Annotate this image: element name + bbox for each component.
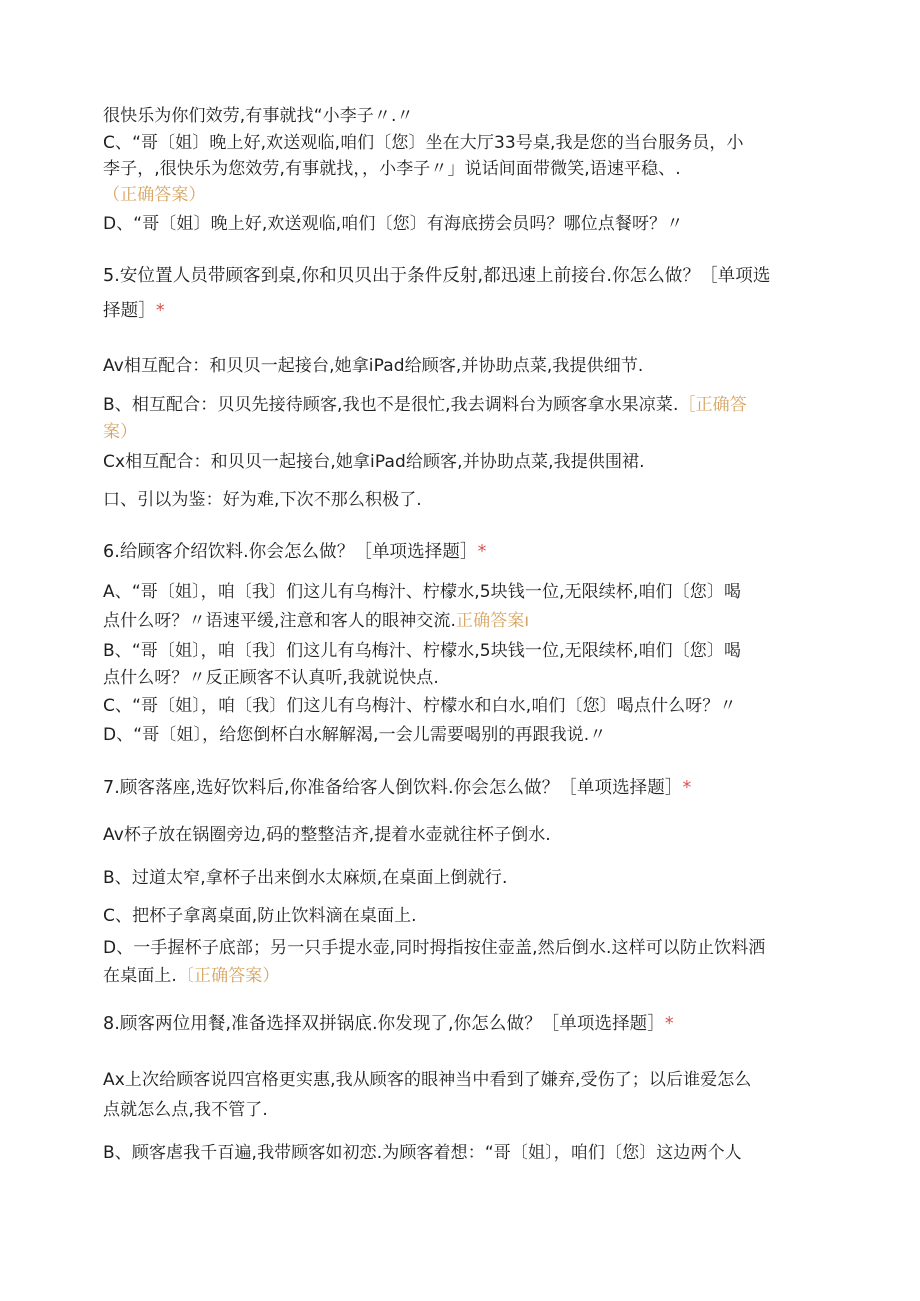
text-segment: D、“哥〔姐〕晚上好,欢送观临,咱们〔您〕有海底捞会员吗？哪位点餐呀？〃: [103, 214, 684, 234]
correct-answer-mark: [103, 183, 206, 207]
required-star: *: [664, 1014, 674, 1034]
text-segment: A、“哥〔姐〕，咱〔我〕们这儿有乌梅汁、柠檬水,5块钱一位,无限续杯,咱们〔您〕喝: [103, 582, 742, 602]
text-segment: 8.顾客两位用餐,准备选择双拼锅底.你发现了,你怎么做？［单项选择题］: [103, 1014, 665, 1034]
option-c-line: [103, 904, 417, 928]
question-5-title-cont: [103, 299, 165, 323]
text-segment: 口、引以为鉴：好为难,下次不那么积极了.: [103, 490, 422, 510]
answer-segment: 案）: [103, 422, 138, 442]
option-d-line: [103, 212, 683, 236]
text-segment: Av相互配合：和贝贝一起接台,她拿iPad给顾客,并协助点菜,我提供细节.: [103, 356, 644, 376]
text-segment: C、把杯子拿离桌面,防止饮料滴在桌面上.: [103, 906, 417, 926]
option-c-line-2: [103, 157, 681, 181]
text-segment: 择题］: [103, 301, 156, 321]
option-a-line: [103, 823, 551, 847]
text-segment: D、“哥〔姐〕，给您倒杯白水解解渴,一会儿需要喝别的再跟我说.〃: [103, 725, 607, 745]
answer-segment: （正确答案）: [103, 185, 206, 205]
text-line: [103, 104, 414, 128]
text-segment: C、“哥〔姐〕晚上好,欢送观临,咱们〔您〕坐在大厅33号桌,我是您的当台服务员，小: [103, 133, 744, 153]
text-segment: Cx相互配合：和贝贝一起接台,她拿iPad给顾客,并协助点菜,我提供围裙.: [103, 452, 645, 472]
text-segment: 很快乐为你们效劳,有事就找“小李子〃.〃: [103, 106, 414, 126]
option-c-line: [103, 450, 645, 474]
answer-segment: ［正确答: [678, 395, 747, 415]
text-segment: 点什么呀？〃反正顾客不认真听,我就说快点.: [103, 668, 439, 688]
option-b-line-1: [103, 393, 747, 417]
option-d-line-2: [103, 964, 280, 988]
required-star: *: [155, 301, 165, 321]
text-segment: 点就怎么点,我不管了.: [103, 1100, 268, 1120]
text-segment: 5.安位置人员带顾客到桌,你和贝贝出于条件反射,都迅速上前接台.你怎么做？［单项选: [103, 266, 771, 286]
text-segment: 李子，,很快乐为您效劳,有事就找，，小李子〃」说话间面带微笑,语速平稳、.: [103, 159, 681, 179]
text-segment: Av杯子放在锅圈旁边,码的整整洁齐,提着水壶就往杯子倒水.: [103, 825, 551, 845]
option-d-line: [103, 723, 606, 747]
option-c-line: [103, 694, 736, 718]
option-b-line: [103, 866, 507, 890]
text-segment: B、顾客虐我千百遍,我带顾客如初恋.为顾客着想：“哥〔姐〕，咱们〔您〕这边两个人: [103, 1143, 742, 1163]
answer-segment: 正确答案ı: [456, 611, 530, 631]
option-a-line-1: [103, 580, 741, 604]
text-segment: B、“哥〔姐〕，咱〔我〕们这儿有乌梅汁、柠檬水,5块钱一位,无限续杯,咱们〔您〕喝: [103, 641, 742, 661]
text-segment: D、一手握杯子底部；另一只手提水壶,同时拇指按住壶盖,然后倒水.这样可以防止饮料洒: [103, 938, 766, 958]
option-a-line-1: [103, 1068, 752, 1092]
text-segment: 点什么呀？〃语速平缓,注意和客人的眼神交流.: [103, 611, 457, 631]
text-segment: B、相互配合：贝贝先接待顾客,我也不是很忙,我去调料台为顾客拿水果凉菜.: [103, 395, 679, 415]
option-b-line-1: [103, 1141, 742, 1165]
text-segment: 在桌面上.: [103, 966, 177, 986]
option-b-line-1: [103, 639, 741, 663]
text-segment: 7.顾客落座,选好饮料后,你准备给客人倒饮料.你会怎么做？［单项选择题］: [103, 778, 683, 798]
required-star: *: [682, 778, 692, 798]
correct-answer-mark: [103, 420, 137, 444]
question-8-title: [103, 1012, 674, 1036]
text-segment: B、过道太窄,拿杯子出来倒水太麻烦,在桌面上倒就行.: [103, 868, 508, 888]
text-segment: Ax上次给顾客说四宫格更实惠,我从顾客的眼神当中看到了嫌弃,受伤了；以后谁爱怎么: [103, 1070, 752, 1090]
required-star: *: [477, 542, 487, 562]
option-a-line-2: [103, 1098, 268, 1122]
text-segment: C、“哥〔姐〕，咱〔我〕们这儿有乌梅汁、柠檬水和白水,咱们〔您〕喝点什么呀？〃: [103, 696, 737, 716]
question-6-title: [103, 540, 486, 564]
option-a-line-2: [103, 609, 529, 633]
text-segment: 6.给顾客介绍饮料.你会怎么做？［单项选择题］: [103, 542, 478, 562]
question-7-title: [103, 776, 691, 800]
answer-segment: 〔正确答案）: [176, 966, 280, 986]
option-d-line: [103, 488, 422, 512]
option-d-line-1: [103, 936, 765, 960]
option-b-line-2: [103, 666, 439, 690]
option-a-line: [103, 354, 643, 378]
option-c-line-1: [103, 131, 744, 155]
question-5-title: [103, 264, 770, 288]
